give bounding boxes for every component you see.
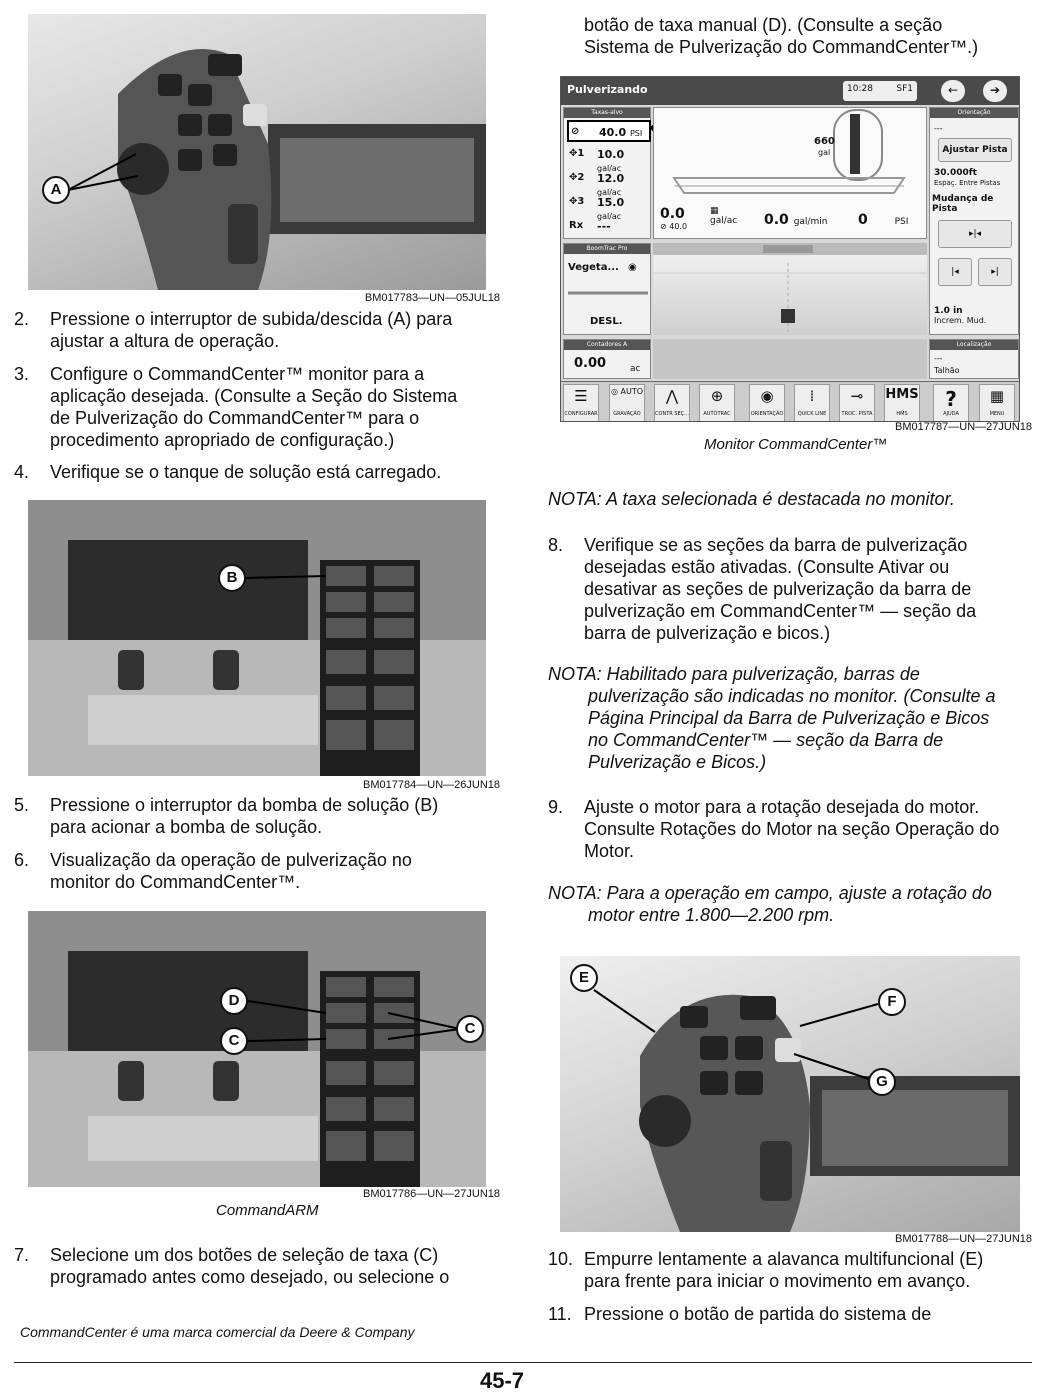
step-text: botão de taxa manual (D). (Consulte a seção Sistema de Pulverização do CommandCenter™.) xyxy=(584,15,979,57)
button-label: QUICK LINE xyxy=(797,411,827,417)
figure-id-2: BM017784—UN—26JUN18 xyxy=(363,779,500,791)
forward-arrow-icon[interactable]: ➔ xyxy=(983,80,1007,102)
step-5 xyxy=(14,794,514,838)
counter-unit: ac xyxy=(630,364,641,374)
track-spacing-label: Espaç. Entre Pistas xyxy=(934,179,1001,187)
rate-row-3[interactable] xyxy=(567,192,651,221)
tank-volume: 660 xyxy=(814,136,835,147)
step-text: Verifique se o tanque de solução está carregado. xyxy=(50,462,442,482)
callout-c-right: C xyxy=(456,1015,484,1043)
track-shift-button[interactable] xyxy=(839,384,875,422)
boomtrac-mode: Vegeta... xyxy=(568,262,619,273)
joystick-photo-efg xyxy=(560,956,1020,1232)
step-7-continued xyxy=(548,14,1038,58)
nozzle-icon: ✥2 xyxy=(569,172,585,183)
callout-a: A xyxy=(42,176,70,204)
increment-value: 1.0 in xyxy=(934,306,963,316)
figure-id-monitor: BM017787—UN—27JUN18 xyxy=(895,421,1032,433)
figure-caption-3: CommandARM xyxy=(216,1202,319,1219)
rx-label: Rx xyxy=(569,220,584,231)
boom-mini-icon xyxy=(568,286,648,300)
readout-value: 0 xyxy=(858,212,868,228)
rate-unit: gal/ac xyxy=(597,164,622,173)
configure-button[interactable] xyxy=(563,384,599,422)
panel-header: Contadores A xyxy=(564,340,650,350)
nozzle-icon: ✥1 xyxy=(569,148,585,159)
step-number: 10. xyxy=(548,1249,574,1269)
boom-tank-panel xyxy=(653,107,927,239)
guidance-panel xyxy=(929,107,1019,335)
track-center-icon[interactable]: ▸|◂ xyxy=(938,220,1012,248)
rate-value: --- xyxy=(597,220,611,233)
rate-row-2[interactable] xyxy=(567,168,651,197)
button-label: TROC. PISTA xyxy=(841,411,873,417)
step-8 xyxy=(548,534,1038,644)
guidance-dashes: --- xyxy=(934,124,943,133)
note-text: NOTA: A taxa selecionada é destacada no monitor. xyxy=(548,489,955,509)
rate-row-pressure[interactable] xyxy=(567,120,651,142)
figure-id-1: BM017783—UN—05JUL18 xyxy=(364,292,500,304)
button-label: MENU xyxy=(989,411,1005,417)
note-text-first: NOTA: Para a operação em campo, ajuste a rotação do xyxy=(548,883,992,903)
step-2 xyxy=(14,308,514,352)
rate-value: 12.0 xyxy=(597,172,625,185)
menu-grid-icon: ▦ xyxy=(989,387,1005,405)
track-shift-icon: ⊸ xyxy=(850,387,864,405)
callout-e: E xyxy=(570,964,598,992)
monitor-clock xyxy=(843,81,917,101)
readout-sub: ⊘ 40.0 xyxy=(660,222,688,231)
rate-value: 15.0 xyxy=(597,196,625,209)
location-panel xyxy=(929,339,1019,379)
button-label: CONFIGURAR xyxy=(564,411,598,417)
joystick-illustration-2 xyxy=(560,956,1020,1232)
readout-rate xyxy=(660,206,687,231)
panel-header: BoomTrac Pro xyxy=(564,244,650,254)
adjust-track-button[interactable]: Ajustar Pista xyxy=(938,138,1012,162)
console-photo-b xyxy=(28,500,486,776)
step-number: 6. xyxy=(14,850,30,870)
figure-id-4: BM017788—UN—27JUN18 xyxy=(895,1233,1032,1245)
nozzle-icon: ✥3 xyxy=(569,196,585,207)
readout-value: 0.0 xyxy=(764,212,789,228)
note-2 xyxy=(548,663,1042,773)
note-text-rest: pulverização são indicadas no monitor. (Consulte a Página Principal da Barra de Pulverização e Bicos no CommandCenter™ — seção da Barra de Pulverização e Bicos.) xyxy=(588,686,996,772)
boom-illustration xyxy=(654,108,928,208)
counters-panel xyxy=(563,339,651,379)
counter-value: 0.00 xyxy=(574,356,607,371)
pressure-icon: ⊘ xyxy=(571,126,580,137)
step-text: Visualização da operação de pulverização no monitor do CommandCenter™. xyxy=(50,850,412,892)
figure-id-3: BM017786—UN—27JUN18 xyxy=(363,1188,500,1200)
step-3 xyxy=(14,363,514,451)
step-text: Ajuste o motor para a rotação desejada do motor. Consulte Rotações do Motor na seção Operação do Motor. xyxy=(584,797,1000,861)
menu-list-icon: ☰ xyxy=(574,387,588,405)
step-text: Empurre lentamente a alavanca multifuncional (E) para frente para iniciar o movimento em avanço. xyxy=(584,1249,984,1291)
note-3 xyxy=(548,882,1042,926)
rate-value: 10.0 xyxy=(597,148,625,161)
readout-sub: gal/min xyxy=(793,217,828,227)
field-map-illustration xyxy=(653,243,927,335)
map-strip xyxy=(653,339,927,379)
button-label: ORIENTAÇÃO xyxy=(750,411,784,417)
step-text: Selecione um dos botões de seleção de taxa (C) programado antes como desejado, ou selecione o xyxy=(50,1245,450,1287)
section-control-button[interactable] xyxy=(654,384,690,422)
menu-button[interactable] xyxy=(979,384,1015,422)
callout-b: B xyxy=(218,564,246,592)
track-spacing-value: 30.000ft xyxy=(934,168,977,178)
location-dashes: --- xyxy=(934,354,943,363)
step-number: 7. xyxy=(14,1245,30,1265)
joystick-photo-a xyxy=(28,14,486,290)
clock-extra: SF1 xyxy=(896,84,913,94)
readout-pressure xyxy=(858,212,908,228)
step-text: Verifique se as seções da barra de pulverização desejadas estão ativadas. (Consulte Ativar ou desativar as seções de pulverização da barra de pulverização em CommandCenter™ — seção da barra de pulverização e bicos.) xyxy=(584,535,977,643)
record-icon xyxy=(610,387,644,396)
note-text-rest: motor entre 1.800—2.200 rpm. xyxy=(588,905,835,925)
guidance-icon: ◉ xyxy=(760,387,774,405)
hms-button[interactable] xyxy=(884,384,920,422)
recording-button[interactable] xyxy=(609,384,645,422)
step-4 xyxy=(14,461,514,483)
step-number: 5. xyxy=(14,795,30,815)
callout-g: G xyxy=(868,1068,896,1096)
monitor-title: Pulverizando xyxy=(567,83,648,96)
joystick-illustration xyxy=(28,14,486,290)
panel-header: Orientação xyxy=(930,108,1018,118)
step-10 xyxy=(548,1248,1042,1292)
quick-line-button[interactable] xyxy=(794,384,830,422)
section-control-icon: ⋀ xyxy=(665,387,679,405)
step-11 xyxy=(548,1303,1042,1325)
step-text: Configure o CommandCenter™ monitor para a aplicação desejada. (Consulte a Seção do Sistema de Pulverização do CommandCenter™ para o procedimento apropriado de configuração.) xyxy=(50,364,458,450)
step-text: Pressione o interruptor de subida/descida (A) para ajustar a altura de operação. xyxy=(50,309,453,351)
figure-caption-monitor: Monitor CommandCenter™ xyxy=(704,436,888,453)
readout-flow xyxy=(764,212,827,228)
note-1 xyxy=(548,488,1038,510)
track-change-label: Mudança de Pista xyxy=(932,194,994,214)
track-left-icon[interactable]: |◂ xyxy=(938,258,972,286)
increment-label: Increm. Mud. xyxy=(934,316,987,325)
rate-row-rx[interactable] xyxy=(567,216,651,238)
track-right-icon[interactable]: ▸| xyxy=(978,258,1012,286)
step-7 xyxy=(14,1244,514,1288)
button-label: AUTOTRAC xyxy=(703,411,731,417)
step-number: 9. xyxy=(548,797,564,817)
boomtrac-target-icon: ◉ xyxy=(628,262,637,273)
panel-header: Localização xyxy=(930,340,1018,350)
clock-time: 10:28 xyxy=(847,84,873,94)
step-number: 11. xyxy=(548,1304,572,1324)
readout-sub: PSI xyxy=(894,217,909,227)
rate-row-1[interactable] xyxy=(567,144,651,173)
rate-value: 40.0 xyxy=(599,126,627,139)
back-arrow-icon[interactable]: ← xyxy=(941,80,965,102)
button-label: HMS xyxy=(896,411,908,417)
monitor-bottom-bar xyxy=(561,381,1019,422)
step-number: 8. xyxy=(548,535,564,555)
field-view xyxy=(653,243,927,335)
trademark-footnote: CommandCenter é uma marca comercial da Deere & Company xyxy=(20,1324,415,1340)
auto-label: AUTO xyxy=(620,387,644,396)
autotrac-button[interactable] xyxy=(699,384,735,422)
boomtrac-panel xyxy=(563,243,651,335)
button-label: AJUDA xyxy=(943,411,959,417)
button-label: CONTR SEÇ... xyxy=(655,411,689,417)
nozzle-grid-icon: ▦ xyxy=(710,206,719,216)
page-number: 45-7 xyxy=(480,1368,525,1393)
help-button[interactable] xyxy=(933,384,969,422)
step-6 xyxy=(14,849,514,893)
callout-d: D xyxy=(220,987,248,1015)
boomtrac-state: DESL. xyxy=(590,316,623,327)
location-name: Talhão xyxy=(934,366,960,375)
commandcenter-monitor xyxy=(560,76,1020,422)
callout-c-left: C xyxy=(220,1027,248,1055)
note-text-first: NOTA: Habilitado para pulverização, barras de xyxy=(548,664,920,684)
hms-icon: HMS xyxy=(885,387,919,402)
console-photo-cd xyxy=(28,911,486,1187)
button-label: GRAVAÇÃO xyxy=(613,411,641,417)
step-text: Pressione o interruptor da bomba de solução (B) para acionar a bomba de solução. xyxy=(50,795,439,837)
readout-gal-ac xyxy=(710,206,737,226)
rate-unit: gal/ac xyxy=(597,188,622,197)
footer-divider xyxy=(14,1362,1032,1363)
console-illustration-2 xyxy=(28,911,486,1187)
callout-f: F xyxy=(878,988,906,1016)
rate-unit: gal/ac xyxy=(597,212,622,221)
step-number: 3. xyxy=(14,364,30,384)
readout-sub: gal/ac xyxy=(710,216,738,226)
step-text: Pressione o botão de partida do sistema de xyxy=(584,1304,932,1324)
panel-header: Taxas-alvo xyxy=(564,108,650,118)
console-illustration xyxy=(28,500,486,776)
rate-unit: PSI xyxy=(629,129,643,138)
quick-line-icon: ⁞ xyxy=(809,387,815,405)
step-9 xyxy=(548,796,1038,862)
tank-unit: gal xyxy=(818,148,831,157)
monitor-title-bar xyxy=(561,77,1019,105)
step-number: 2. xyxy=(14,309,30,329)
guidance-button[interactable] xyxy=(749,384,785,422)
readout-value: 0.0 xyxy=(660,206,685,222)
help-icon: ? xyxy=(945,387,957,411)
record-glyph: ◎ xyxy=(610,387,618,396)
step-number: 4. xyxy=(14,462,30,482)
target-rates-panel xyxy=(563,107,651,239)
autotrac-icon: ⊕ xyxy=(710,387,724,405)
